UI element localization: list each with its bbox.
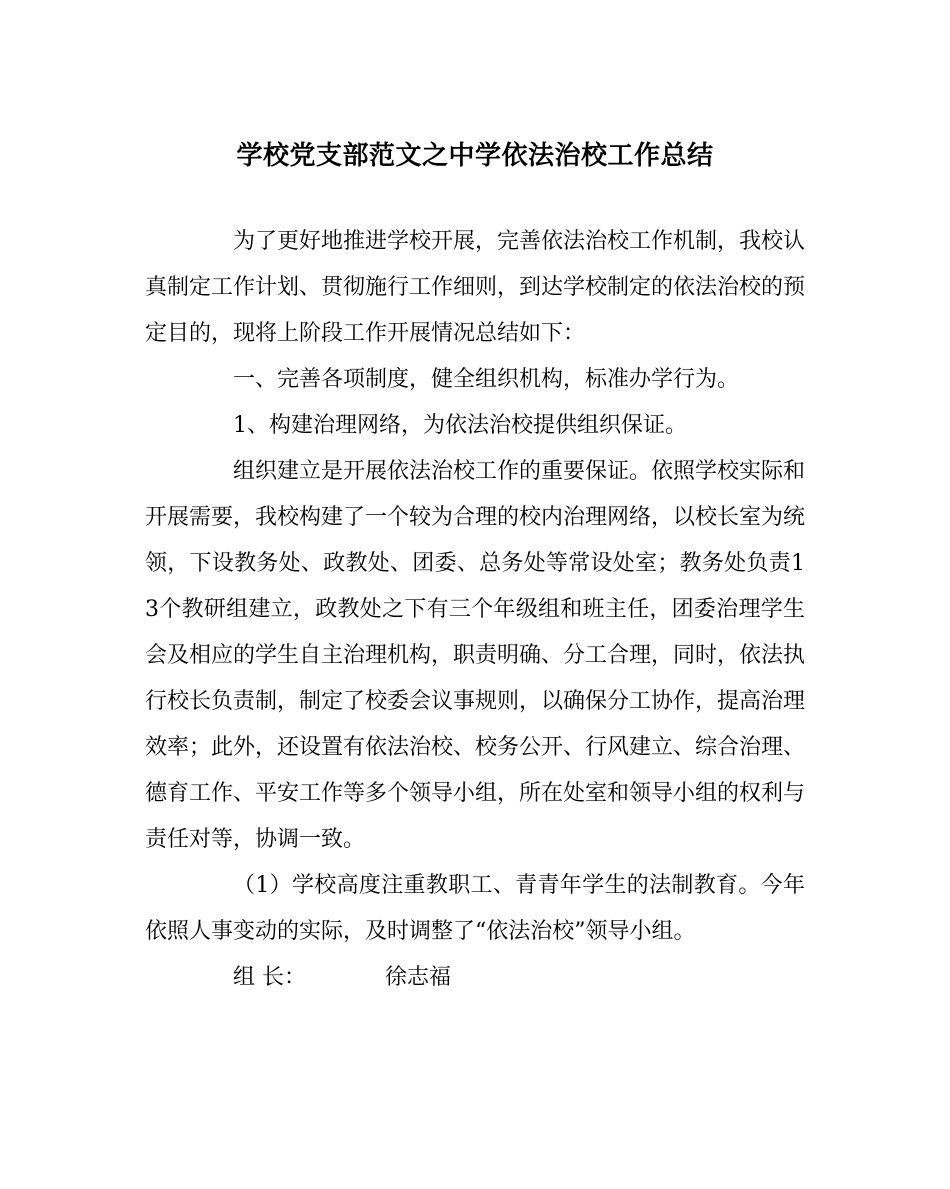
document-body	[145, 219, 805, 1001]
document-title: 学校党支部范文之中学依法治校工作总结	[236, 141, 714, 171]
paragraph-section-heading: 一、完善各项制度，健全组织机构，标准办学行为。	[233, 367, 740, 392]
leader-line	[145, 955, 805, 1001]
paragraph-subsection-heading: 1、构建治理网络，为依法治校提供组织保证。	[233, 413, 687, 438]
paragraph-legal-education: （1）学校高度注重教职工、青青年学生的法制教育。今年依照人事变动的实际，及时调整了“依法治校”领导小组。	[145, 873, 805, 944]
paragraph-intro: 为了更好地推进学校开展，完善依法治校工作机制，我校认真制定工作计划、贯彻施行工作细则，到达学校制定的依法治校的预定目的，现将上阶段工作开展情况总结如下：	[145, 229, 806, 346]
leader-role: 组 长：	[233, 965, 306, 990]
paragraph-organization: 组织建立是开展依法治校工作的重要保证。依照学校实际和开展需要，我校构建了一个较为合理的校内治理网络，以校长室为统领，下设教务处、政教处、团委、总务处等常设处室；教务处负责13个教研组建立，政教处之下有三个年级组和班主任，团委治理学生会及相应的学生自主治理机构，职责明确、分工合理，同时，依法执行校长负责制，制定了校委会议事规则，以确保分工协作，提高治理效率；此外，还设置有依法治校、校务公开、行风建立、综合治理、德育工作、平安工作等多个领导小组，所在处室和领导小组的权利与责任对等，协调一致。	[145, 459, 806, 852]
leader-name: 徐志福	[385, 965, 452, 990]
